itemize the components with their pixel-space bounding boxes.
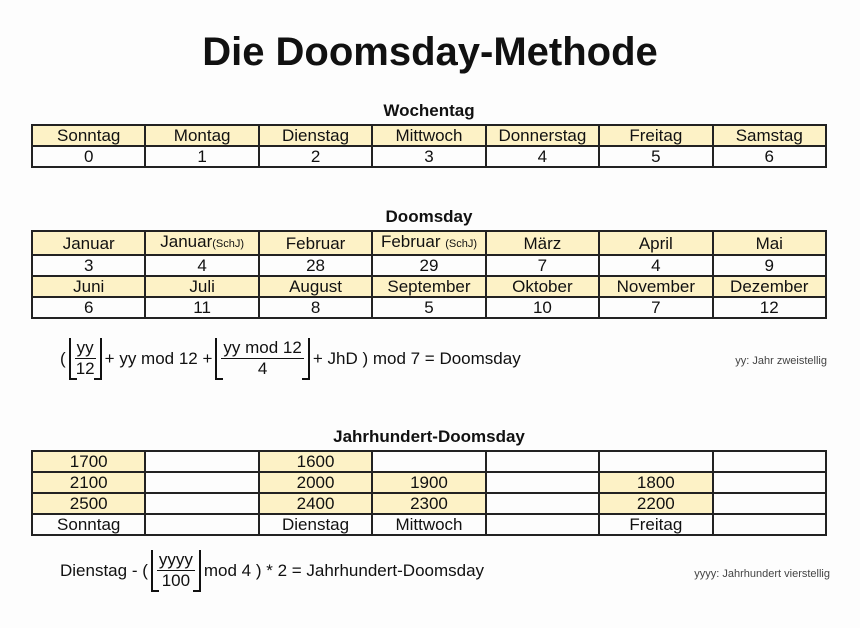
doomsday-value: 4: [145, 255, 258, 276]
floor-fraction: [151, 550, 201, 592]
weekday-cell: Montag: [145, 125, 258, 146]
century-cell: [713, 451, 826, 472]
weekday-number: 4: [486, 146, 599, 167]
month-cell: August: [259, 276, 372, 297]
century-weekday: [145, 514, 258, 535]
month-cell: April: [599, 231, 712, 255]
century-cell: 2100: [32, 472, 145, 493]
century-cell: 1600: [259, 451, 372, 472]
month-cell: Dezember: [713, 276, 826, 297]
weekday-number: 0: [32, 146, 145, 167]
century-cell: 2400: [259, 493, 372, 514]
weekday-cell: Sonntag: [32, 125, 145, 146]
fraction-denominator: 4: [221, 358, 303, 380]
century-cell: [713, 493, 826, 514]
doomsday-value: 7: [486, 255, 599, 276]
doomsday-value: 12: [713, 297, 826, 318]
century-row: [32, 451, 826, 472]
fraction-numerator: yy: [76, 338, 94, 357]
jahrhundert-formula: [60, 550, 484, 592]
month-cell: Januar: [32, 231, 145, 255]
jahrhundert-heading: Jahrhundert-Doomsday: [333, 427, 525, 446]
doomsday-value: 4: [599, 255, 712, 276]
century-cell: [486, 472, 599, 493]
century-weekday: Freitag: [599, 514, 712, 535]
century-cell: [486, 493, 599, 514]
doomsday-value: 9: [713, 255, 826, 276]
century-weekday-row: [32, 514, 826, 535]
doomsday-value: 3: [32, 255, 145, 276]
month-cell: Mai: [713, 231, 826, 255]
formula1-note: yy: Jahr zweistellig: [735, 355, 827, 367]
century-weekday: [713, 514, 826, 535]
weekday-number: 5: [599, 146, 712, 167]
formula-open-paren: (: [60, 349, 66, 368]
century-cell: 1800: [599, 472, 712, 493]
century-cell: [145, 493, 258, 514]
doomsday-value: 8: [259, 297, 372, 318]
value-row-2: [32, 297, 826, 318]
floor-fraction: [215, 338, 309, 380]
century-cell: 1700: [32, 451, 145, 472]
month-cell: März: [486, 231, 599, 255]
month-cell: September: [372, 276, 485, 297]
century-cell: [145, 472, 258, 493]
century-cell: [713, 472, 826, 493]
century-weekday: [486, 514, 599, 535]
century-cell: 1900: [372, 472, 485, 493]
doomsday-value: 7: [599, 297, 712, 318]
weekday-number-row: [32, 146, 826, 167]
wochentag-heading: Wochentag: [383, 101, 475, 120]
month-row-2: [32, 276, 826, 297]
doomsday-value: 5: [372, 297, 485, 318]
doomsday-formula: [60, 338, 521, 380]
month-cell: Juni: [32, 276, 145, 297]
month-cell: November: [599, 276, 712, 297]
weekday-cell: Freitag: [599, 125, 712, 146]
formula-head: Dienstag - (: [60, 561, 148, 580]
doomsday-value: 29: [372, 255, 485, 276]
weekday-name-row: [32, 125, 826, 146]
formula-tail: + JhD ) mod 7 = Doomsday: [312, 349, 521, 368]
century-weekday: Dienstag: [259, 514, 372, 535]
jahrhundert-table: [31, 450, 827, 536]
century-cell: 2200: [599, 493, 712, 514]
century-weekday: Sonntag: [32, 514, 145, 535]
weekday-cell: Mittwoch: [372, 125, 485, 146]
century-cell: [145, 451, 258, 472]
month-cell: Februar: [259, 231, 372, 255]
weekday-number: 3: [372, 146, 485, 167]
value-row-1: [32, 255, 826, 276]
month-cell: Oktober: [486, 276, 599, 297]
century-row: [32, 472, 826, 493]
doomsday-value: 10: [486, 297, 599, 318]
weekday-number: 6: [713, 146, 826, 167]
page-title: Die Doomsday-Methode: [202, 30, 658, 74]
doomsday-value: 11: [145, 297, 258, 318]
month-row-1: [32, 231, 826, 255]
formula2-note: yyyy: Jahrhundert vierstellig: [694, 568, 830, 580]
weekday-cell: Dienstag: [259, 125, 372, 146]
century-cell: [486, 451, 599, 472]
weekday-cell: Samstag: [713, 125, 826, 146]
fraction-denominator: 100: [157, 570, 195, 592]
century-cell: [372, 451, 485, 472]
century-cell: 2000: [259, 472, 372, 493]
weekday-number: 1: [145, 146, 258, 167]
weekday-number: 2: [259, 146, 372, 167]
leap-year-suffix: (SchJ): [212, 238, 245, 250]
weekday-cell: Donnerstag: [486, 125, 599, 146]
doomsday-heading: Doomsday: [385, 207, 473, 226]
formula-middle: + yy mod 12 +: [104, 349, 213, 368]
doomsday-value: 6: [32, 297, 145, 318]
wochentag-table: [31, 124, 827, 168]
month-cell: Januar(SchJ): [145, 231, 258, 255]
doomsday-table: [31, 230, 827, 319]
doomsday-value: 28: [259, 255, 372, 276]
formula-tail: mod 4 ) * 2 = Jahrhundert-Doomsday: [203, 561, 485, 580]
century-cell: [599, 451, 712, 472]
century-cell: 2500: [32, 493, 145, 514]
fraction-denominator: 12: [75, 359, 95, 378]
century-cell: 2300: [372, 493, 485, 514]
floor-fraction: [69, 338, 102, 380]
fraction-numerator: yy mod 12: [223, 338, 302, 357]
century-row: [32, 493, 826, 514]
month-cell: Februar (SchJ): [372, 231, 485, 255]
month-cell: Juli: [145, 276, 258, 297]
century-weekday: Mittwoch: [372, 514, 485, 535]
fraction-numerator: yyyy: [158, 550, 193, 569]
leap-year-suffix: (SchJ): [445, 238, 477, 250]
